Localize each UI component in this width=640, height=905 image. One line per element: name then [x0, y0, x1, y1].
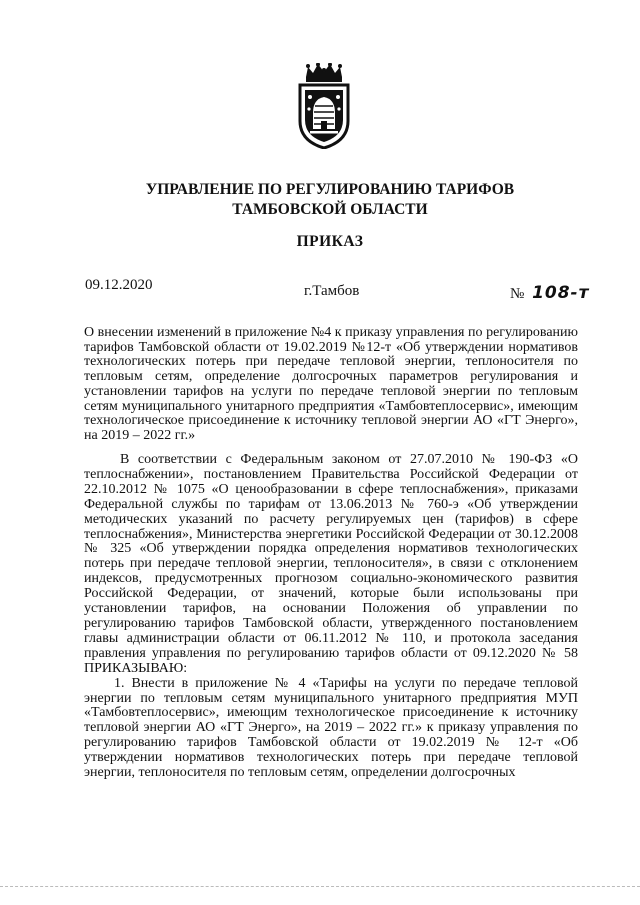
- order-subject: О внесении изменений в приложение №4 к приказу управления по регулированию тарифов Тамбовской области от 19.02.2019 №12-т «Об утверждении нормативов технологических потерь при передаче тепловой энергии, теплоносителя по тепловым сетям, определение долгосрочных параметров регулирования и установлении тарифов на услуги по передаче тепловой энергии по тепловым сетям муниципального унитарного предприятия «Тамбовтеплосервис», имеющим технологическое присоединение к источнику тепловой энергии АО «ГТ Энерго», на 2019 – 2022 гг.»: [84, 325, 578, 443]
- organization-name: [80, 180, 580, 220]
- organization-line-2: ТАМБОВСКОЙ ОБЛАСТИ: [232, 201, 428, 218]
- order-city: г.Тамбов: [304, 283, 360, 299]
- page-bottom-divider: [0, 886, 640, 887]
- body-paragraph-item-1: 1. Внести в приложение № 4 «Тарифы на услуги по передаче тепловой энергии по тепловым сетям муниципального унитарного предприятия МУП «Тамбовтеплосервис», имеющим технологическое присоединение к источнику тепловой энергии АО «ГТ Энерго», на 2019 – 2022 гг.» к приказу управления по регулированию тарифов Тамбовской области от 19.02.2019 № 12-т «Об утверждении нормативов технологических потерь при передаче тепловой энергии, теплоносителя по тепловым сетям, определении долгосрочных: [84, 675, 578, 781]
- order-number-value: 108-т: [532, 283, 590, 303]
- order-number-prefix: №: [510, 286, 525, 302]
- document-type-title: ПРИКАЗ: [296, 233, 364, 250]
- order-body: [84, 453, 578, 781]
- body-paragraph-preamble: В соответствии с Федеральным законом от 27.07.2010 № 190-ФЗ «О теплоснабжении», постановлением Правительства Российской Федерации от 22.10.2012 № 1075 «О ценообразовании в сфере теплоснабжения», приказами Федеральной службы по тарифам от 13.06.2013 № 760-э «Об утверждении методических указаний по расчету регулируемых цен (тарифов) в сфере теплоснабжения», Министерства энергетики Российской Федерации от 30.12.2008 № 325 «Об утверждении порядка определения нормативов технологических потерь при передаче тепловой энергии, теплоносителя», в связи с отклонением индексов, предусмотренных прогнозом социально-экономического развития Российской Федерации, от значений, которые были использованы при установлении тарифов, на основании Положения об управлении по регулированию тарифов Тамбовской области, утвержденного постановлением главы администрации области от 06.11.2012 № 110, и протокола заседания правления управления по регулированию тарифов области от 09.12.2020 № 58 ПРИКАЗЫВАЮ:: [84, 452, 578, 676]
- order-date: 09.12.2020: [85, 277, 153, 293]
- order-number: [510, 283, 589, 303]
- organization-line-1: УПРАВЛЕНИЕ ПО РЕГУЛИРОВАНИЮ ТАРИФОВ: [145, 181, 515, 198]
- tambov-coat-of-arms-icon: [294, 63, 354, 149]
